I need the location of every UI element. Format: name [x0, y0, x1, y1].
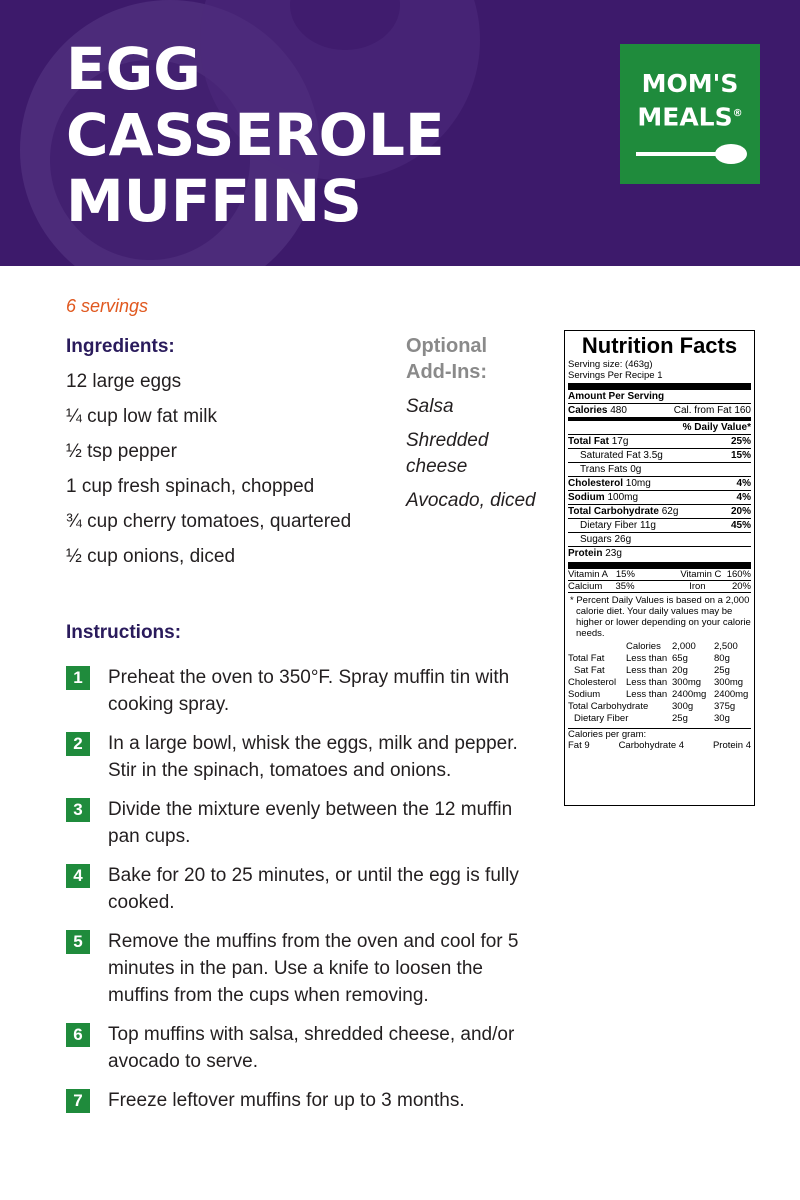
nutrient-amount: 23g — [605, 548, 622, 559]
servings-per-recipe-label: Servings Per Recipe — [568, 370, 655, 381]
reference-cell: 300g — [672, 701, 694, 712]
ingredient-item: 12 large eggs — [66, 371, 182, 392]
addin-item: Avocado, diced — [406, 490, 536, 511]
calories-label: Calories — [568, 405, 608, 416]
reference-cell: 2,500 — [714, 641, 738, 652]
instruction-step — [66, 928, 546, 1009]
reference-cell: 30g — [714, 713, 730, 724]
nutrient-row — [568, 505, 751, 518]
nutrient-amount: 100mg — [607, 492, 639, 503]
cal-fat-value: 160 — [734, 405, 751, 416]
instructions-heading: Instructions: — [66, 622, 182, 643]
nutrient-amount: 17g — [611, 436, 629, 447]
addins-heading: Optional Add-Ins: — [406, 335, 488, 383]
reference-cell: 2400mg — [672, 689, 707, 700]
reference-cell: Total Carbohydrate — [568, 701, 649, 712]
reference-cell: Dietary Fiber — [574, 713, 629, 724]
nutrition-facts-panel — [564, 330, 755, 806]
step-text: Bake for 20 to 25 minutes, or until the egg is fully cooked. — [108, 865, 519, 913]
instruction-step — [66, 730, 546, 784]
nutrient-daily-value: 4% — [736, 492, 751, 503]
servings-per-recipe-value: 1 — [657, 370, 663, 381]
serving-size-row — [568, 359, 751, 370]
reference-cell: Less than — [626, 677, 668, 688]
logo-line-2-text: MEALS — [637, 102, 733, 132]
serving-size-label: Serving size: — [568, 359, 623, 370]
reference-cell — [626, 701, 672, 713]
amount-per-serving: Amount Per Serving — [568, 391, 665, 402]
reference-cell: 20g — [672, 665, 688, 676]
nutrient-label: Dietary Fiber — [580, 520, 638, 531]
serving-size-value: (463g) — [625, 359, 653, 370]
step-text: Top muffins with salsa, shredded cheese, and/or avocado to serve. — [108, 1024, 515, 1072]
recipe-title — [66, 36, 445, 234]
mineral-row: Calcium 35% Iron 20% — [568, 581, 751, 592]
addin-item: Salsa — [406, 396, 454, 417]
step-number-badge: 6 — [66, 1023, 90, 1047]
step-number-badge: 4 — [66, 864, 90, 888]
logo-line-1: MOM'S — [641, 69, 739, 98]
reference-cell: Less than — [626, 665, 668, 676]
reference-cell: Sat Fat — [574, 665, 605, 676]
nutrient-amount: 62g — [661, 506, 679, 517]
nutrient-row — [568, 435, 751, 448]
nutrient-daily-value: 15% — [730, 450, 751, 461]
addins-list — [406, 394, 536, 522]
nutrient-daily-value: 45% — [730, 520, 751, 531]
nutrient-row — [568, 533, 751, 546]
reference-cell: Calories — [626, 641, 661, 652]
nutrient-row — [568, 519, 751, 532]
reference-cell: 375g — [714, 701, 736, 712]
ingredient-item: ¾ cup cherry tomatoes, quartered — [66, 511, 352, 532]
step-text: Freeze leftover muffins for up to 3 months. — [108, 1090, 465, 1111]
reference-cell: 25g — [672, 713, 688, 724]
step-text: Remove the muffins from the oven and cool for 5 minutes in the pan. Use a knife to loosen the muffins from the cups when removing. — [108, 931, 519, 1006]
nutrient-amount: 11g — [640, 520, 656, 531]
title-line: MUFFINS — [66, 167, 362, 235]
reference-cell — [626, 713, 672, 725]
servings-label: 6 servings — [66, 296, 149, 316]
ingredient-item: ½ tsp pepper — [66, 441, 177, 462]
instructions-list — [66, 664, 546, 1126]
nutrient-amount: 0g — [630, 464, 642, 475]
step-text: Divide the mixture evenly between the 12 muffin pan cups. — [108, 799, 513, 847]
ingredients-heading: Ingredients: — [66, 336, 175, 357]
reference-cell: 2400mg — [714, 689, 749, 700]
reference-cell: Less than — [626, 653, 668, 664]
reference-cell: Sodium — [568, 689, 601, 700]
reference-cell: Total Fat — [568, 653, 605, 664]
daily-value-footnote: * Percent Daily Values is based on a 2,000 calorie diet. Your daily values may be higher or lower depending on your calorie needs. — [570, 595, 751, 639]
reference-cell: 2,000 — [672, 641, 696, 652]
logo-line-2 — [620, 100, 760, 131]
calories-per-gram-row: Fat 9 Carbohydrate 4 Protein 4 — [568, 740, 751, 751]
spoon-icon — [636, 140, 748, 168]
vitamin-row: Vitamin A 15% Vitamin C 160% — [568, 569, 751, 580]
reference-cell: Cholesterol — [568, 677, 617, 688]
title-line: EGG — [66, 35, 201, 103]
nutrient-daily-value: 20% — [730, 506, 751, 517]
step-text: In a large bowl, whisk the eggs, milk and pepper. Stir in the spinach, tomatoes and onions. — [108, 733, 518, 781]
nutrient-rows — [568, 434, 751, 560]
header-banner — [0, 0, 800, 266]
ingredient-item: ½ cup onions, diced — [66, 546, 236, 567]
servings-per-recipe-row — [568, 370, 751, 381]
nutrient-label: Sugars — [580, 534, 612, 545]
reference-table — [568, 641, 751, 725]
nutrient-row — [568, 491, 751, 504]
nutrient-amount: 3.5g — [643, 450, 663, 461]
step-text: Preheat the oven to 350°F. Spray muffin tin with cooking spray. — [108, 667, 510, 715]
nutrient-row — [568, 449, 751, 462]
nutrient-label: Cholesterol — [568, 478, 624, 489]
nutrient-daily-value: 25% — [730, 436, 751, 447]
ingredients-list — [66, 370, 386, 580]
reference-cell: 25g — [714, 665, 730, 676]
reference-cell: 300mg — [714, 677, 744, 688]
nutrient-row — [568, 547, 751, 560]
nutrient-amount: 10mg — [625, 478, 651, 489]
nutrient-label: Protein — [568, 548, 603, 559]
moms-meals-logo — [620, 44, 760, 184]
nutrient-label: Total Fat — [568, 436, 609, 447]
nutrient-amount: 26g — [614, 534, 632, 545]
title-line: CASSEROLE — [66, 101, 445, 169]
step-number-badge: 3 — [66, 798, 90, 822]
reference-cell: 80g — [714, 653, 730, 664]
instruction-step — [66, 1021, 546, 1075]
nutrient-label: Saturated Fat — [580, 450, 641, 461]
calories-per-gram-label: Calories per gram: — [568, 729, 647, 740]
step-number-badge: 5 — [66, 930, 90, 954]
nutrient-label: Trans Fats — [580, 464, 628, 475]
addin-item: Shredded cheese — [406, 430, 489, 477]
nutrient-row — [568, 477, 751, 490]
nutrient-daily-value: 4% — [736, 478, 751, 489]
calories-value: 480 — [610, 405, 627, 416]
instruction-step — [66, 862, 546, 916]
instruction-step — [66, 664, 546, 718]
calories-row — [568, 404, 751, 417]
step-number-badge: 1 — [66, 666, 90, 690]
nutrient-label: Sodium — [568, 492, 605, 503]
instruction-step — [66, 1087, 546, 1114]
cal-fat-label: Cal. from Fat — [673, 405, 732, 416]
ingredient-item: 1 cup fresh spinach, chopped — [66, 476, 315, 497]
registered-mark: ® — [732, 108, 743, 119]
step-number-badge: 2 — [66, 732, 90, 756]
daily-value-header: % Daily Value* — [682, 422, 751, 433]
nutrient-label: Total Carbohydrate — [568, 506, 659, 517]
nutrition-title: Nutrition Facts — [581, 333, 738, 358]
reference-cell: 300mg — [672, 677, 702, 688]
step-number-badge: 7 — [66, 1089, 90, 1113]
nutrient-row — [568, 463, 751, 476]
instruction-step — [66, 796, 546, 850]
ingredient-item: ¼ cup low fat milk — [66, 406, 217, 427]
reference-cell — [568, 641, 626, 653]
reference-cell: Less than — [626, 689, 668, 700]
reference-cell: 65g — [672, 653, 688, 664]
